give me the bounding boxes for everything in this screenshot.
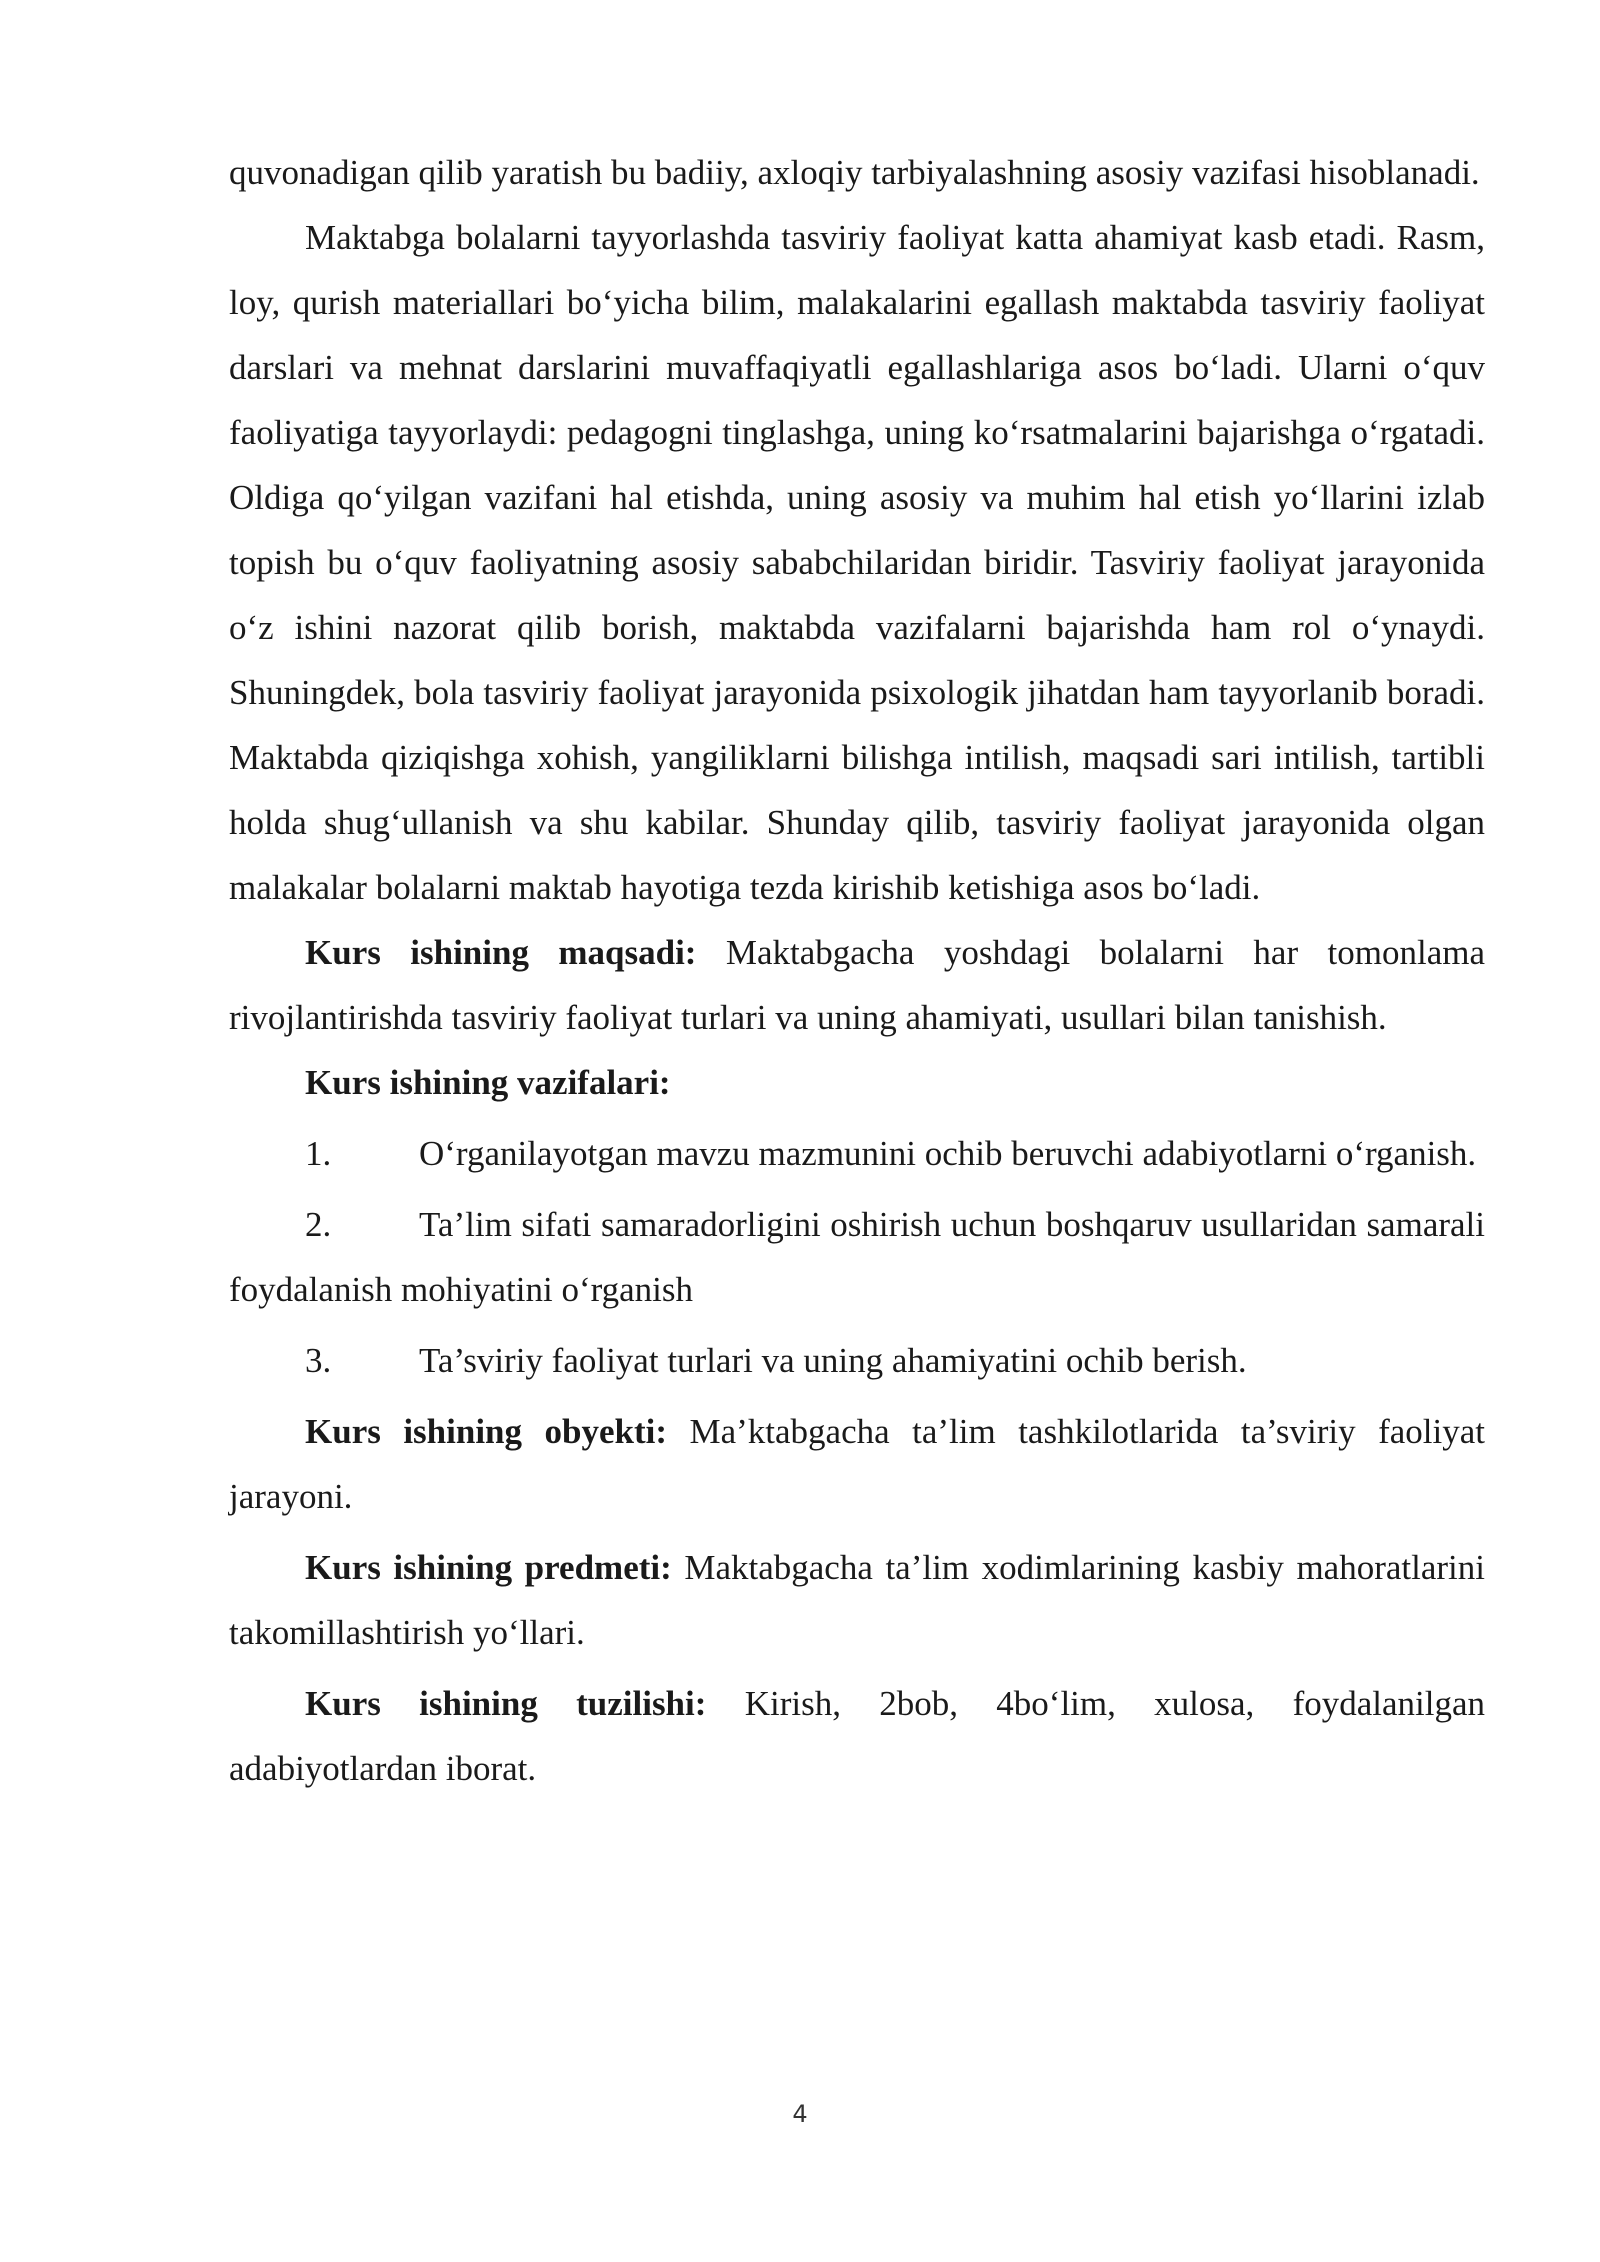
course-subject-text: Maktabgacha ta’lim xodimlarining kasbiy mahoratlarini takomillashtirish yo‘llari. bbox=[229, 1548, 1485, 1652]
task-number: 2. bbox=[305, 1205, 332, 1244]
course-tasks-label: Kurs ishining vazifalari: bbox=[305, 1063, 671, 1102]
course-goal bbox=[229, 920, 1485, 1050]
course-goal-label: Kurs ishining maqsadi: bbox=[305, 933, 697, 972]
task-item-1 bbox=[229, 1121, 1485, 1186]
page-number: 4 bbox=[792, 2100, 808, 2128]
course-structure-text: Kirish, 2bob, 4bo‘lim, xulosa, foydalanilgan adabiyotlardan iborat. bbox=[229, 1684, 1486, 1788]
course-tasks-heading bbox=[229, 1050, 1485, 1115]
task-text: O‘rganilayotgan mavzu mazmunini ochib beruvchi adabiyotlarni o‘rganish. bbox=[419, 1134, 1477, 1173]
task-item-3 bbox=[229, 1328, 1485, 1393]
document-page bbox=[229, 140, 1538, 1801]
course-subject-label: Kurs ishining predmeti: bbox=[305, 1548, 672, 1587]
task-item-2 bbox=[229, 1192, 1538, 1322]
course-goal-text: Maktabgacha yoshdagi bolalarni har tomonlama rivojlantirishda tasviriy faoliyat turlari va uning ahamiyati, usullari bilan tanishish. bbox=[229, 933, 1486, 1037]
paragraph-intro-continuation: quvonadigan qilib yaratish bu badiiy, axloqiy tarbiyalashning asosiy vazifasi hisoblanadi. bbox=[229, 153, 1480, 192]
course-object bbox=[229, 1399, 1485, 1529]
task-text: Ta’lim sifati samaradorligini oshirish uchun boshqaruv usullaridan samarali foydalanish mohiyatini o‘rganish bbox=[229, 1205, 1538, 1309]
task-number: 3. bbox=[305, 1341, 332, 1380]
course-object-text: Ma’ktabgacha ta’lim tashkilotlarida ta’sviriy faoliyat jarayoni. bbox=[229, 1412, 1485, 1516]
paragraph-school-preparation: Maktabga bolalarni tayyorlashda tasviriy faoliyat katta ahamiyat kasb etadi. Rasm, loy, qurish materiallari bo‘yicha bilim, malakalarini egallash maktabda tasviriy faoliyat darslari va mehnat darslarini muvaffaqiyatli egallashlariga asos bo‘ladi. Ularni o‘quv faoliyatiga tayyorlaydi: pedagogni tinglashga, uning ko‘rsatmalarini bajarishga o‘rgatadi. Oldiga qo‘yilgan vazifani hal etishda, uning asosiy va muhim hal etish yo‘llarini izlab topish bu o‘quv faoliyatning asosiy sababchilaridan biridir. Tasviriy faoliyat jarayonida o‘z ishini nazorat qilib borish, maktabda vazifalarni bajarishda ham rol o‘ynaydi. Shuningdek, bola tasviriy faoliyat jarayonida psixologik jihatdan ham tayyorlanib boradi. Maktabda qiziqishga xohish, yangiliklarni bilishga intilish, maqsadi sari intilish, tartibli holda shug‘ullanish va shu kabilar. Shunday qilib, tasviriy faoliyat jarayonida olgan malakalar bolalarni maktab hayotiga tezda kirishib ketishiga asos bo‘ladi. bbox=[229, 218, 1485, 907]
course-object-label: Kurs ishining obyekti: bbox=[305, 1412, 667, 1451]
course-structure bbox=[229, 1671, 1485, 1801]
course-structure-label: Kurs ishining tuzilishi: bbox=[305, 1684, 707, 1723]
task-text: Ta’sviriy faoliyat turlari va uning ahamiyatini ochib berish. bbox=[419, 1341, 1247, 1380]
course-subject bbox=[229, 1535, 1485, 1665]
task-number: 1. bbox=[305, 1134, 332, 1173]
